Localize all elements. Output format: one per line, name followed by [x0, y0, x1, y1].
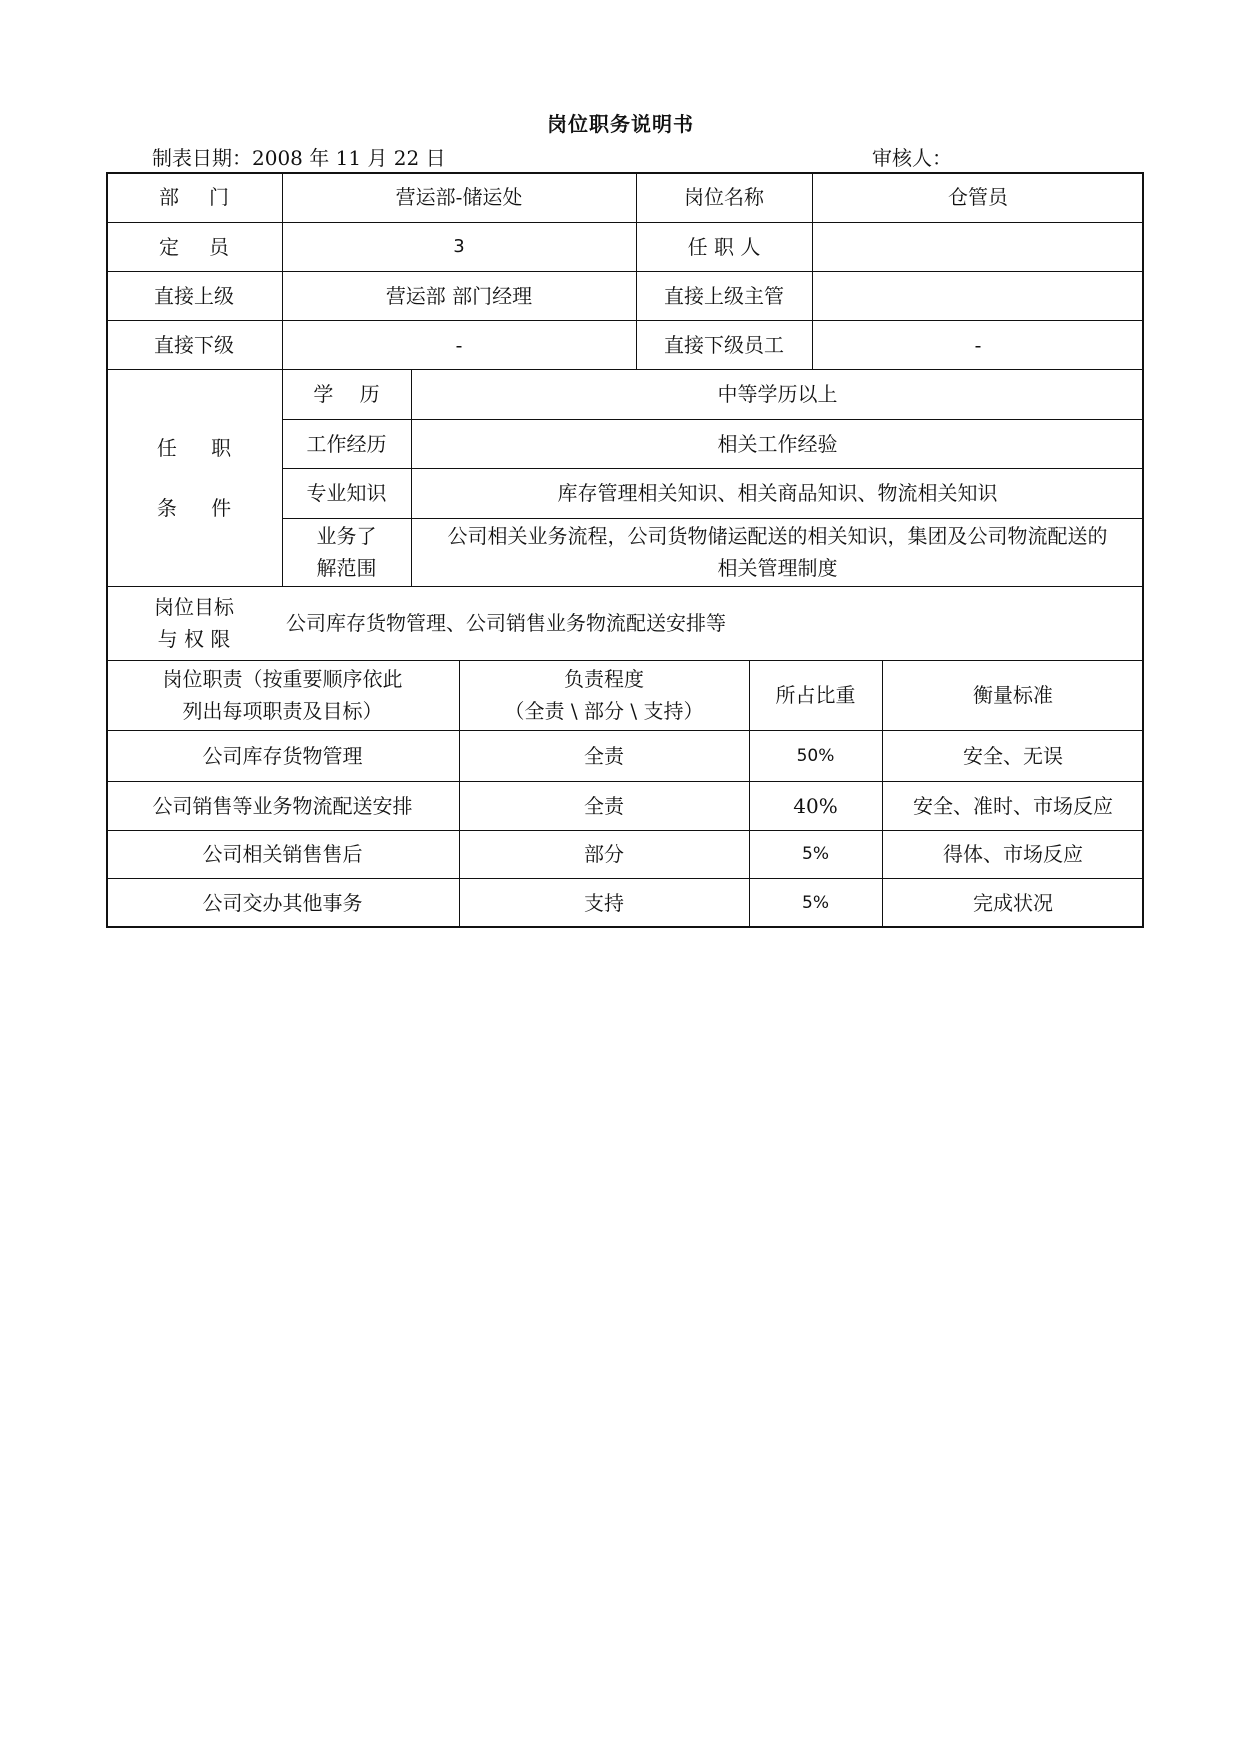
subordinate-staff-label: 直接下级员工 — [664, 332, 784, 357]
weight-header: 所占比重 — [775, 683, 856, 707]
responsibility-header-line2: （全责 \ 部分 \ 支持） — [504, 699, 704, 723]
requirements-section-label — [106, 369, 282, 586]
goals-label — [106, 586, 282, 660]
standard-cell: 得体、市场反应 — [943, 842, 1083, 866]
weight-cell: 50% — [796, 745, 835, 766]
requirements-label-line1: 任 职 — [156, 435, 246, 460]
education-label: 学 历 — [313, 382, 390, 406]
superior-label: 直接上级 — [154, 283, 234, 308]
duty-header — [106, 660, 459, 730]
date-label: 制表日期：2008 年 11 月 22 日 — [152, 146, 446, 170]
duty-cell: 公司交办其他事务 — [202, 891, 363, 915]
position-value: 仓管员 — [948, 185, 1008, 209]
goals-label-line2: 与 权 限 — [157, 627, 231, 651]
standard-header: 衡量标准 — [973, 683, 1053, 707]
headcount-value: 3 — [453, 235, 465, 257]
standard-cell: 安全、无误 — [963, 743, 1063, 768]
knowledge-value: 库存管理相关知识、相关商品知识、物流相关知识 — [557, 481, 998, 505]
superior-supervisor-label: 直接上级主管 — [664, 283, 784, 308]
duty-header-line1: 岗位职责（按重要顺序依此 — [162, 667, 403, 691]
duty-cell: 公司相关销售售后 — [202, 842, 363, 866]
weight-cell: 5% — [802, 844, 829, 864]
weight-cell: 40% — [793, 793, 838, 818]
responsibility-cell: 全责 — [584, 793, 624, 818]
scope-label-line1: 业务了 — [316, 524, 377, 548]
education-value: 中等学历以上 — [717, 382, 838, 406]
department-label: 部门 — [159, 185, 259, 209]
standard-cell: 安全、准时、市场反应 — [913, 793, 1113, 818]
standard-cell: 完成状况 — [973, 891, 1053, 915]
experience-value: 相关工作经验 — [717, 431, 838, 456]
scope-label — [282, 518, 411, 586]
position-label: 岗位名称 — [684, 185, 764, 209]
duty-cell: 公司销售等业务物流配送安排 — [152, 793, 413, 818]
requirements-label-line2: 条 件 — [156, 495, 246, 520]
superior-supervisor-value — [812, 271, 1144, 320]
department-value: 营运部-储运处 — [395, 185, 523, 209]
scope-value — [411, 518, 1144, 586]
scope-value-line1: 公司相关业务流程，公司货物储运配送的相关知识，集团及公司物流配送的 — [447, 524, 1108, 548]
reviewer-label: 审核人： — [872, 146, 952, 170]
responsibility-cell: 支持 — [584, 891, 624, 915]
responsibility-cell: 全责 — [584, 743, 624, 768]
incumbent-value — [812, 222, 1144, 271]
responsibility-cell: 部分 — [584, 842, 624, 866]
duty-cell: 公司库存货物管理 — [202, 743, 363, 768]
responsibility-header — [459, 660, 749, 730]
weight-cell: 5% — [802, 893, 829, 913]
subordinate-staff-value: - — [974, 332, 982, 357]
knowledge-label: 专业知识 — [306, 481, 387, 505]
incumbent-label: 任 职 人 — [687, 234, 761, 259]
goals-label-line1: 岗位目标 — [154, 595, 234, 619]
scope-value-line2: 相关管理制度 — [717, 556, 838, 580]
experience-label: 工作经历 — [306, 431, 387, 456]
duty-header-line2: 列出每项职责及目标） — [182, 699, 383, 723]
responsibility-header-line1: 负责程度 — [564, 667, 644, 691]
headcount-label: 定员 — [159, 234, 259, 259]
subordinate-value: - — [455, 332, 463, 357]
subordinate-label: 直接下级 — [154, 332, 234, 357]
goals-value: 公司库存货物管理、公司销售业务物流配送安排等 — [286, 611, 726, 635]
document-title: 岗位职务说明书 — [547, 112, 694, 136]
scope-label-line2: 解范围 — [316, 556, 377, 580]
superior-value: 营运部 部门经理 — [385, 283, 533, 308]
